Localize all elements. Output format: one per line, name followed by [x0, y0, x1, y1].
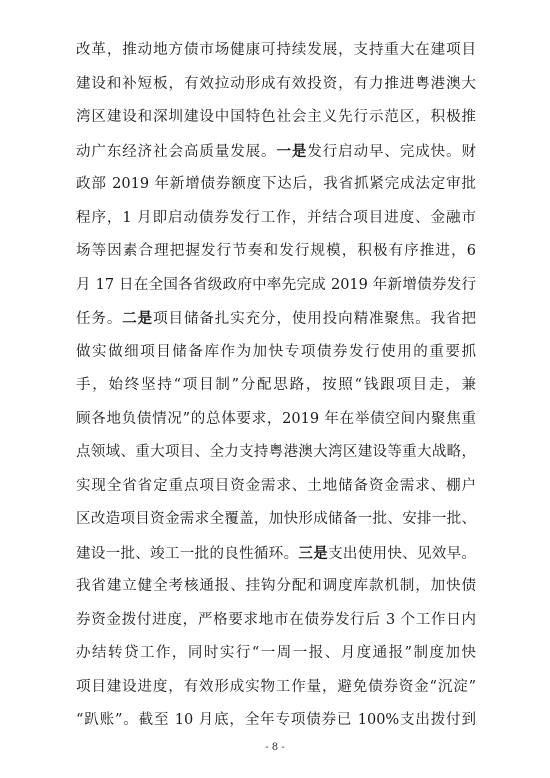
text-line: 场等因素合理把握发行节奏和发行规模，积极有序推进，6	[76, 243, 476, 259]
text-line: 湾区建设和深圳建设中国特色社会主义先行示范区，积极推	[76, 109, 476, 125]
text-line: 顾各地负债情况”的总体要求，2019 年在举债空间内聚焦重	[76, 410, 476, 427]
text-line: 任务。二是项目储备扎实充分，使用投向精准聚焦。我省把	[76, 310, 476, 327]
text-line: 券资金拨付进度，严格要求地市在债券发行后 3 个工作日内	[76, 611, 476, 628]
text-line: 我省建立健全考核通报、挂钩分配和调度库款机制，加快债	[76, 578, 476, 594]
text-line: 月 17 日在全国各省级政府中率先完成 2019 年新增债券发行	[76, 276, 476, 293]
text-line: 政部 2019 年新增债券额度下达后，我省抓紧完成法定审批	[76, 176, 476, 192]
text-line: 程序，1 月即启动债券发行工作，并结合项目进度、金融市	[76, 209, 476, 226]
text-line: “趴账”。截至 10 月底，全年专项债券已 100%支出拨付到	[76, 712, 476, 728]
text-line: 建设一批、竣工一批的良性循环。三是支出使用快、见效早。	[76, 544, 476, 562]
page-number: - 8 -	[265, 742, 285, 753]
text-line: 点领域、重大项目、全力支持粤港澳大湾区建设等重大战略，	[76, 444, 476, 460]
text-line: 区改造项目资金需求全覆盖，加快形成储备一批、安排一批、	[76, 511, 476, 527]
text-line: 建设和补短板，有效拉动形成有效投资，有力推进粤港澳大	[76, 75, 476, 92]
text-line: 手，始终坚持“项目制”分配思路，按照“钱跟项目走，兼	[76, 377, 476, 393]
text-line: 改革，推动地方债市场健康可持续发展，支持重大在建项目	[76, 42, 476, 58]
text-line: 做实做细项目储备库作为加快专项债券发行使用的重要抓	[76, 343, 476, 360]
text-line: 项目建设进度，有效形成实物工作量，避免债券资金“沉淀”	[76, 678, 476, 695]
text-line: 实现全省省定重点项目资金需求、土地储备资金需求、棚户	[76, 477, 476, 494]
body-text	[76, 34, 476, 738]
text-line: 办结转贷工作，同时实行“一周一报、月度通报”制度加快	[76, 645, 476, 661]
text-line: 动广东经济社会高质量发展。一是发行启动早、完成快。财	[76, 142, 476, 160]
